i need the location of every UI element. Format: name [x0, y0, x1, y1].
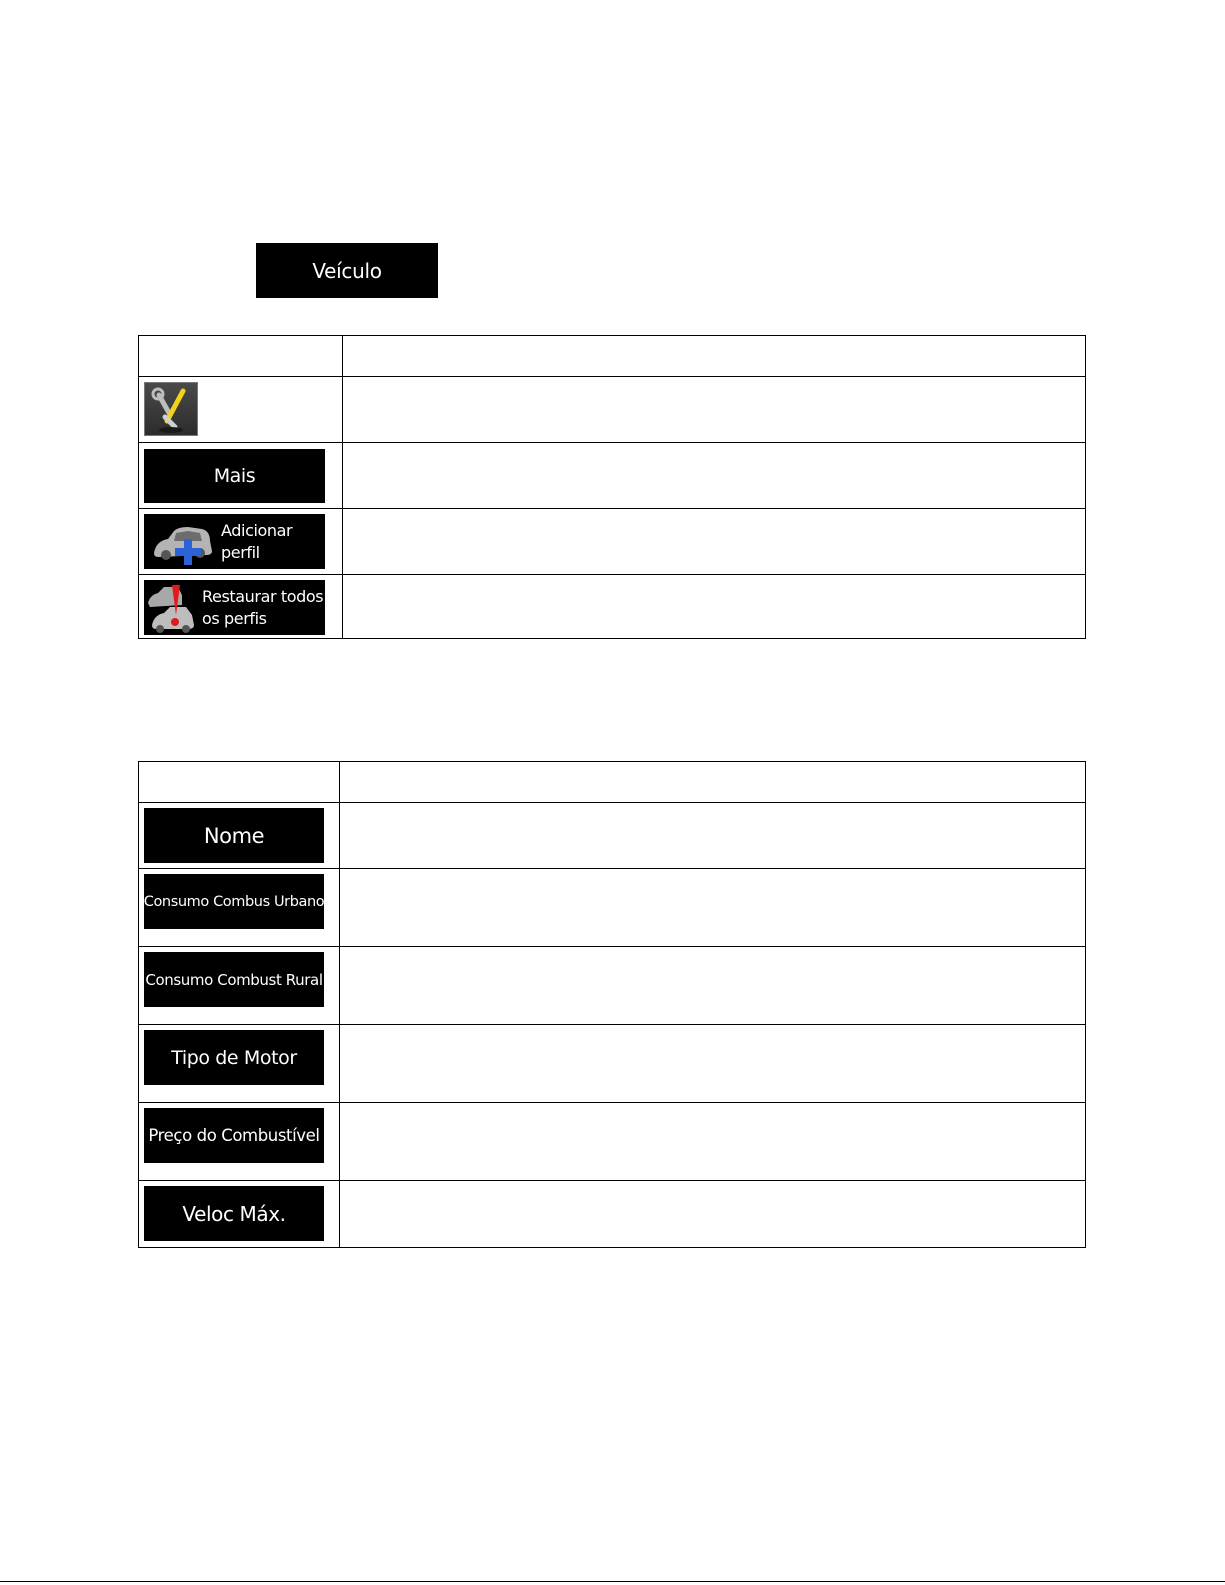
- add-profile-label: [221, 520, 292, 564]
- veiculo-button-label: Veículo: [312, 258, 382, 283]
- table-row: [139, 1024, 1085, 1102]
- table-row: [139, 574, 1085, 640]
- max-speed-label: Veloc Máx.: [182, 1201, 286, 1226]
- table-header-row: [139, 336, 1085, 376]
- vehicle-profile-settings-table: [138, 761, 1086, 1248]
- urban-fuel-consumption-button[interactable]: [144, 874, 324, 929]
- veiculo-button[interactable]: [256, 243, 438, 298]
- urban-fuel-consumption-label: Consumo Combus Urbano: [143, 893, 325, 910]
- restore-all-profiles-label-line2: os perfis: [202, 608, 267, 628]
- settings-icon-button[interactable]: [144, 382, 198, 436]
- mais-button-label: Mais: [213, 465, 256, 487]
- table-row: [139, 946, 1085, 1024]
- nome-button[interactable]: [144, 808, 324, 863]
- add-profile-button[interactable]: [144, 514, 325, 569]
- fuel-price-button[interactable]: [144, 1108, 324, 1163]
- engine-type-label: Tipo de Motor: [171, 1046, 297, 1069]
- cars-restore-exclamation-icon: [144, 581, 200, 635]
- table-row: [139, 802, 1085, 868]
- fuel-price-label: Preço do Combustível: [148, 1126, 320, 1145]
- mais-button[interactable]: [144, 449, 325, 503]
- restore-all-profiles-button[interactable]: [144, 580, 325, 635]
- vehicle-options-table: [138, 335, 1086, 639]
- max-speed-button[interactable]: [144, 1186, 324, 1241]
- engine-type-button[interactable]: [144, 1030, 324, 1085]
- restore-all-profiles-label-line1: Restaurar todos: [202, 586, 324, 606]
- table-row: [139, 1180, 1085, 1249]
- add-profile-label-line1: Adicionar: [221, 520, 293, 540]
- table-row: [139, 1102, 1085, 1180]
- rural-fuel-consumption-button[interactable]: [144, 952, 324, 1007]
- table-row: [139, 442, 1085, 508]
- rural-fuel-consumption-label: Consumo Combust Rural: [145, 970, 323, 989]
- car-add-plus-icon: [144, 515, 218, 569]
- table-header-row: [139, 762, 1085, 802]
- nome-button-label: Nome: [203, 823, 265, 848]
- restore-all-profiles-label: [202, 586, 323, 630]
- page-bottom-rule: [0, 1581, 1225, 1582]
- table-row: [139, 868, 1085, 946]
- wrench-screwdriver-settings-icon: [145, 383, 197, 435]
- add-profile-label-line2: perfil: [221, 542, 260, 562]
- table-row: [139, 508, 1085, 574]
- table-row: [139, 376, 1085, 442]
